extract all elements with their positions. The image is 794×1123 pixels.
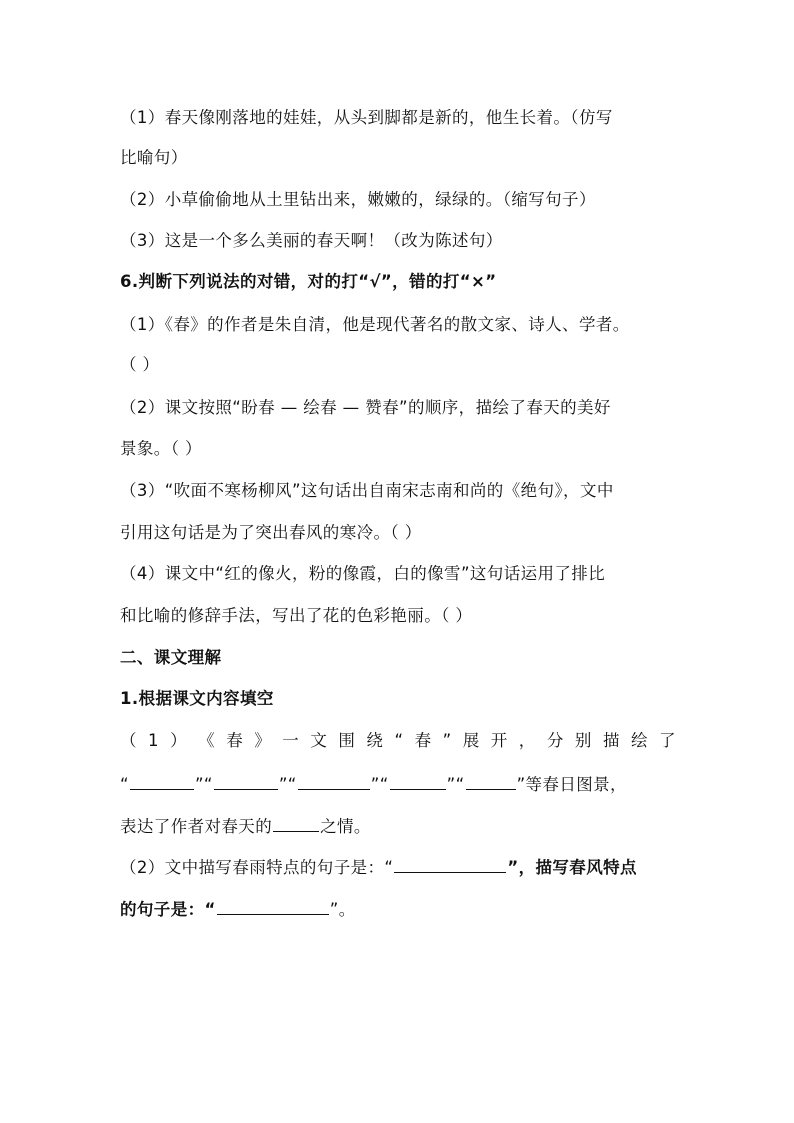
answer-blank[interactable]: [217, 896, 329, 915]
fill-char: 分: [546, 731, 564, 750]
fill-char: 绘: [630, 731, 648, 750]
fill-char: 春: [414, 731, 432, 750]
fill-char: “: [394, 731, 404, 750]
fill-item-2-line-2: 的句子是：“ ”。: [120, 896, 356, 922]
answer-blank[interactable]: [298, 771, 370, 790]
answer-blank[interactable]: [273, 813, 319, 832]
fill-char: ，: [518, 731, 536, 750]
fill-char: 1: [148, 731, 159, 750]
fill-char: 了: [659, 731, 676, 750]
answer-blank[interactable]: [390, 771, 446, 790]
exercise-5-item-3: （3）这是一个多么美丽的春天啊！（改为陈述句）: [120, 231, 503, 250]
exercise-6-heading: 6.判断下列说法的对错，对的打“√”，错的打“×”: [120, 272, 497, 291]
exercise-5-item-1-cont: 比喻句）: [120, 148, 188, 167]
fill-char: 展: [462, 731, 480, 750]
fill-char: 春: [226, 731, 244, 750]
fill-char: 围: [338, 731, 356, 750]
exercise-5-item-1: （1）春天像刚落地的娃娃，从头到脚都是新的，他生长着。（仿写: [120, 108, 613, 127]
answer-blank[interactable]: [394, 854, 506, 873]
fill-char: 绕: [366, 731, 384, 750]
exercise-6-item-3: （3）“吹面不寒杨柳风”这句话出自南宋志南和尚的《绝句》，文中: [120, 481, 614, 500]
exercise-6-item-4: （4）课文中“红的像火，粉的像霞，白的像雪”这句话运用了排比: [120, 564, 606, 583]
exercise-6-item-2: （2）课文按照“盼春 — 绘春 — 赞春”的顺序，描绘了春天的美好: [120, 398, 611, 417]
exercise-6-item-1-cont: （ ）: [120, 355, 160, 374]
fill-item-1-line-1: [120, 729, 676, 753]
fill-char: 开: [490, 731, 508, 750]
answer-blank[interactable]: [466, 771, 516, 790]
fill-char: 描: [602, 731, 620, 750]
fill-char: 一: [282, 731, 300, 750]
fill-char: 文: [310, 731, 328, 750]
section-2-heading: 二、课文理解: [120, 648, 222, 667]
fill-item-2-line-1: （2）文中描写春雨特点的句子是：“ ”，描写春风特点: [120, 854, 637, 880]
exercise-6-item-3-cont: 引用这句话是为了突出春风的寒冷。（ ）: [120, 523, 422, 542]
exercise-5-item-2: （2）小草偷偷地从土里钻出来，嫩嫩的，绿绿的。（缩写句子）: [120, 190, 596, 209]
fill-char: 《: [198, 731, 216, 750]
answer-blank[interactable]: [130, 771, 194, 790]
exercise-6-item-1: （1）《春》的作者是朱自清，他是现代著名的散文家、诗人、学者。: [120, 315, 630, 334]
fill-char: 别: [574, 731, 592, 750]
answer-blank[interactable]: [214, 771, 278, 790]
fill-item-1-line-3: 表达了作者对春天的 之情。: [120, 813, 371, 839]
fill-char: ）: [170, 731, 187, 750]
fill-char: 》: [254, 731, 272, 750]
exercise-6-item-2-cont: 景象。（ ）: [120, 439, 202, 458]
exercise-6-item-4-cont: 和比喻的修辞手法，写出了花的色彩艳丽。（ ）: [120, 606, 473, 625]
fill-item-1-line-2: “ ”“ ”“ ”“ ”“ ”等春日图景，: [120, 771, 627, 797]
fill-char: （: [120, 731, 137, 750]
fill-char: ”: [442, 731, 452, 750]
section-2-exercise-1-heading: 1.根据课文内容填空: [120, 689, 274, 708]
